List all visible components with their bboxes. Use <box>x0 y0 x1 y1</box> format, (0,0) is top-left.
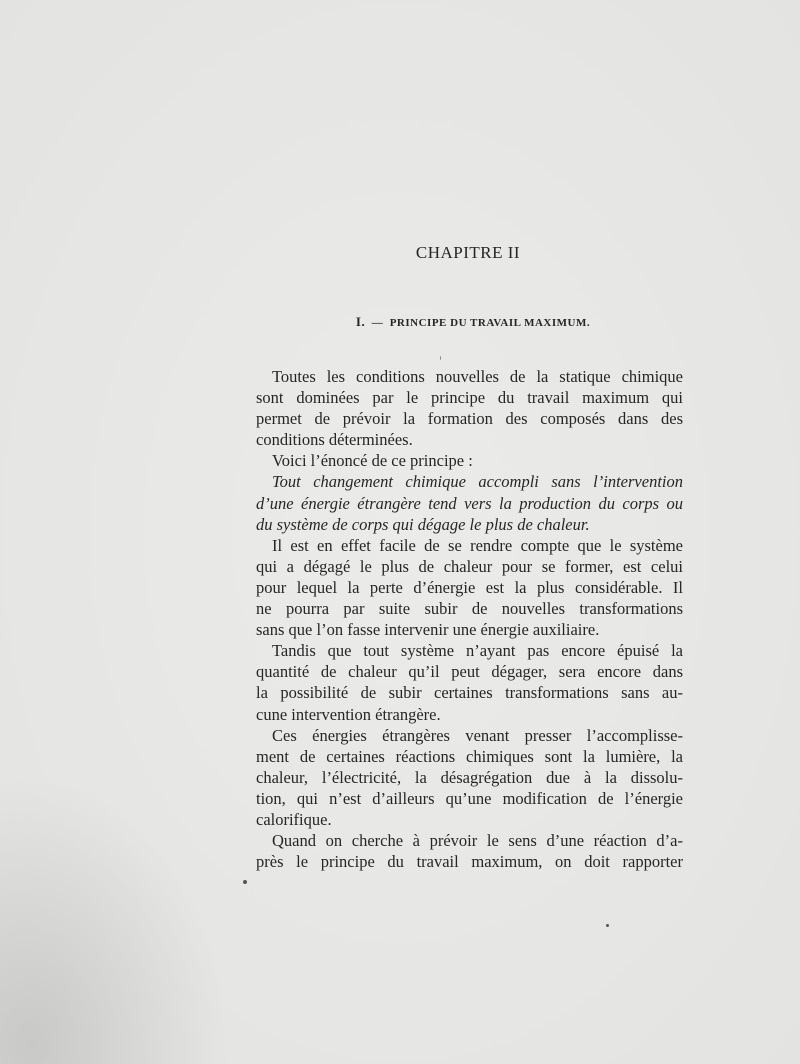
text-line: chaleur, l’électricité, la désagrégation due à la dissolu- <box>256 767 683 787</box>
text-line: tion, qui n’est d’ailleurs qu’une modification de l’énergie <box>256 788 683 808</box>
section-heading <box>0 314 800 330</box>
text-line: conditions déterminées. <box>256 430 413 450</box>
section-dash: — <box>371 317 384 329</box>
body-text <box>256 366 683 872</box>
paragraph <box>256 450 683 471</box>
text-line: Voici l’énoncé de ce principe : <box>272 451 473 471</box>
text-line: ne pourra par suite subir de nouvelles transformations <box>256 599 683 619</box>
text-line: d’une énergie étrangère tend vers la production du corps ou <box>256 493 683 513</box>
text-line: qui a dégagé le plus de chaleur pour se former, est celui <box>256 556 683 576</box>
text-line: permet de prévoir la formation des composés dans des <box>256 409 683 429</box>
text-line: quantité de chaleur qu’il peut dégager, sera encore dans <box>256 662 683 682</box>
text-line: calorifique. <box>256 809 332 829</box>
text-line: Toutes les conditions nouvelles de la statique chimique <box>272 367 683 386</box>
paragraph <box>256 535 683 640</box>
chapter-title: CHAPITRE II <box>415 243 521 262</box>
text-line: sans que l’on fasse intervenir une énergie auxiliaire. <box>256 620 600 640</box>
text-line: Tout changement chimique accompli sans l’intervention <box>272 472 683 492</box>
text-line: ment de certaines réactions chimiques sont la lumière, la <box>256 746 683 766</box>
paragraph <box>256 725 683 830</box>
text-line: Ces énergies étrangères venant presser l’accomplisse- <box>272 725 683 745</box>
text-line: près le principe du travail maximum, on doit rapporter <box>256 852 683 872</box>
text-line: sont dominées par le principe du travail maximum qui <box>256 388 683 408</box>
text-line: du système de corps qui dégage le plus de chaleur. <box>256 514 590 534</box>
paragraph <box>256 366 683 450</box>
text-line: pour lequel la perte d’énergie est la plus considérable. Il <box>256 577 683 597</box>
section-number: I. <box>355 314 366 329</box>
text-line: la possibilité de subir certaines transformations sans au- <box>256 683 683 703</box>
text-line: Il est en effet facile de se rendre compte que le système <box>272 535 683 555</box>
text-line: cune intervention étrangère. <box>256 704 441 724</box>
scan-speck <box>440 356 441 360</box>
section-title: PRINCIPE DU TRAVAIL MAXIMUM. <box>389 317 591 329</box>
scan-speck <box>606 924 609 927</box>
paragraph <box>256 471 683 534</box>
scan-speck <box>243 880 247 884</box>
paragraph <box>256 830 683 872</box>
text-line: Tandis que tout système n’ayant pas encore épuisé la <box>272 641 683 661</box>
text-line: Quand on cherche à prévoir le sens d’une réaction d’a- <box>272 831 683 851</box>
paragraph <box>256 640 683 724</box>
